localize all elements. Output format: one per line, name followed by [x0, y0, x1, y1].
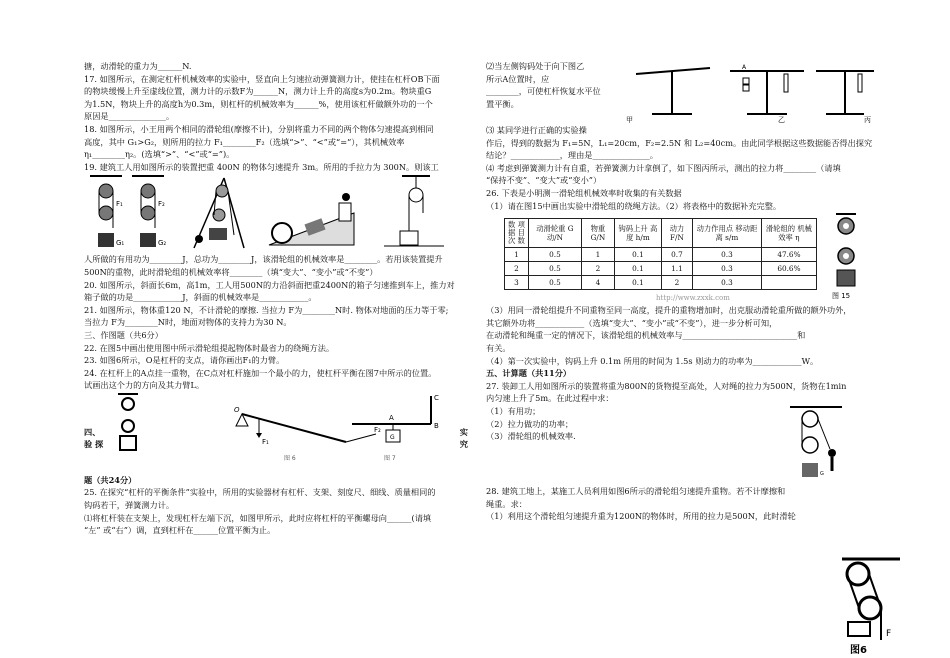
- question-17-line-2: 的物块缓慢上升至虚线位置，测力计的示数F为______N，测力计上升的高度s为0.2m。物块重G: [84, 86, 432, 97]
- question-28-line-3: （1）利用这个滑轮组匀速提升重为1200N的物体时，所用的拉力是500N，此时滑轮: [486, 511, 796, 522]
- right-column: [486, 60, 876, 523]
- question-22: 22. 在图5中画出使用图中所示滑轮组提起物体时最省力的绕绳方法。: [84, 342, 335, 353]
- lever-block: [486, 60, 876, 124]
- section-4-heading-line-3: 题（共24分）: [84, 474, 137, 485]
- question-18-line-1: 18. 如图所示，小王用两个相同的滑轮组(摩擦不计)，分别将重力不同的两个物体匀速提高到相同: [84, 123, 434, 134]
- question-18-line-2: 高度，其中 G₁>G₂，则所用的拉力 F₁________F₂（选填“>”、“<”或“=”），其机械效率: [84, 136, 405, 147]
- table-row: 2 0.5 2 0.1 1.1 0.3 60.6%: [505, 262, 817, 276]
- question-27-line-1: 27. 装卸工人用如图所示的装置将重为800N的货物提至高处，人对绳的拉力为500N，货物在1min: [486, 380, 847, 391]
- question-25-part-3-line-1: ⑶ 某同学进行正确的实验操: [486, 125, 587, 135]
- question-21-line-2: 当拉力 F为________N时，地面对物体的支持力为30 N。: [84, 317, 292, 328]
- question-27-line-2: 内匀速上升了5m。在此过程中求：: [486, 393, 614, 404]
- figure-6-lever: [234, 406, 381, 446]
- question-25-part-3-line-3: 结论？____________，理由是______________。: [486, 150, 658, 161]
- question-25-part-4-line-2: “保持不变”、“变大”或“变小”）: [486, 175, 602, 186]
- label-f2-fig6: F₂: [374, 425, 381, 434]
- question-25-part-3-line-2: 作后，得到的数据为 F₁=5N，L₁=20cm，F₂=2.5N 和 L₂=40cm。由此同学根据这些数据能否得出探究: [486, 137, 873, 148]
- question-25-part-4-line-1: ⑷ 考虑到弹簧测力计有自重，若弹簧测力计拿倒了，如下图丙所示，测出的拉力将________（请填: [486, 162, 841, 173]
- header-pulley-weight: 动滑轮重 G动/N: [528, 219, 581, 248]
- ramp-figure: [269, 193, 354, 245]
- label-b: B: [434, 421, 439, 430]
- question-27-part-1: （1）有用功；: [486, 405, 541, 416]
- label-f1-fig6: F₁: [262, 437, 269, 446]
- left-column: [84, 60, 476, 537]
- section-4-heading: 四、 验 探: [84, 426, 104, 449]
- question-24-line-1: 24. 在杠杆上的A点挂一重物，在C点对杠杆施加一个最小的力，使杠杆平衡在图7中所示的位置。: [84, 367, 437, 378]
- q18-q21-figures: [84, 173, 476, 253]
- question-21-line-1: 21. 如图所示，物体重120 N，不计滑轮的摩擦. 当拉力 F为________N时. 物体对地面的压力等于零;: [84, 304, 449, 315]
- question-19-line-2: 人所做的有用功为________J，总功为________J，该滑轮组的机械效率是________。若用该装置提升: [84, 254, 443, 265]
- question-19-line-1: 19. 建筑工人用如图所示的装置把重 400N 的物体匀速提升 3m。所用的手拉力为 300N。则该工: [84, 161, 439, 172]
- question-17-line-3: 为1.5N，物块上升的高度h为0.3m，则杠杆的机械效率为______%，使用该杠杆做额外功的一个: [84, 98, 433, 109]
- label-f1: F₁: [116, 200, 123, 209]
- question-28-line-2: 绳重。求：: [486, 498, 527, 509]
- figure-6-pulleys: [836, 556, 906, 656]
- header-object-weight: 物重 G/N: [581, 219, 614, 248]
- label-g-worker: G: [820, 470, 824, 477]
- fig-5-6-7: [84, 392, 476, 462]
- question-26-title: 26. 下表是小明测一滑轮组机械效率时收集的有关数据: [486, 187, 682, 198]
- question-20-line-2: 箱子做的功是____________J，斜面的机械效率是____________。: [84, 292, 317, 303]
- fixed-pulley-figure: [384, 176, 444, 246]
- label-c: C: [434, 393, 439, 402]
- header-efficiency: 滑轮组的 机械效率 η: [761, 219, 816, 248]
- question-25-part-2-line-1: ⑵当左侧钩码处于向下图乙: [486, 61, 585, 71]
- question-25-line-1: 25. 在探究“杠杆的平衡条件”实验中，所用的实验器材有杠杆、支架、刻度尺、细线、质量相同的: [84, 487, 436, 498]
- label-g-fig7: G: [390, 433, 395, 441]
- figure-6-caption: 图6: [850, 645, 867, 656]
- question-20-line-1: 20. 如图所示，斜面长6m，高1m，工人用500N的力沿斜面把重2400N的箱子匀速推到车上，推力对: [84, 279, 455, 290]
- question-24-line-2: 试画出这个力的方向及其力臂L。: [84, 380, 205, 391]
- fig6-caption: 图 6: [284, 454, 296, 462]
- pulley-set-1: [90, 176, 124, 247]
- question-17-line-4: 原因是______________。: [84, 111, 175, 122]
- section-5-heading: 五、计算题（共11分）: [486, 368, 572, 379]
- question-26-part-4: （4）第一次实验中，钩码上升 0.1m 所用的时间为 1.5s 则动力的功率为____________W。: [486, 355, 819, 366]
- levers-jia-yi-bing: [626, 60, 876, 124]
- header-corner: 数 项 据 目 次 数: [505, 219, 529, 248]
- tripod-crane: [194, 178, 244, 248]
- lever-jia: [626, 68, 710, 124]
- lever-yi: [730, 64, 804, 124]
- pulley-set-2: [132, 176, 166, 247]
- watermark: http://www.zxxk.com: [656, 294, 730, 303]
- label-a: A: [389, 413, 394, 422]
- table-header-row: [505, 219, 817, 248]
- fig7-caption: 图 7: [384, 454, 396, 462]
- worker-pulley-figure: [786, 405, 846, 485]
- question-26-part-1-2: （1）请在图15中画出实验中滑轮组的绕绳方法。（2）将表格中的数据补充完整。: [486, 200, 782, 211]
- label-o: O: [234, 405, 240, 414]
- header-distance: 动力作用点 移动距离 s/m: [692, 219, 761, 248]
- question-27-part-2: （2）拉力做功的功率；: [486, 418, 574, 429]
- question-25-part-2-line-4: 置平衡。: [486, 98, 519, 109]
- question-25-part-2-line-2: 所示A位置时，应: [486, 73, 550, 84]
- table-row: 1 0.5 1 0.1 0.7 0.3 47.6%: [505, 248, 817, 262]
- section-4-row: [84, 392, 476, 474]
- question-26-part-3-line-2: 其它额外功将____________（选填“变大”、“变小”或“不变”），进一步分析可知，: [486, 317, 778, 328]
- line-pulley-weight: 搪，动滑轮的重力为______N.: [84, 61, 192, 71]
- figure-5-pulleys: [118, 394, 138, 450]
- label-f2: F₂: [158, 200, 165, 209]
- question-26-part-3-line-3: 在动滑轮和绳重一定的情况下，该滑轮组的机械效率与____________________________和: [486, 330, 806, 341]
- question-28-line-1: 28. 建筑工地上，某施工人员利用如图6所示的滑轮组匀速提升重物。若不计摩擦和: [486, 485, 786, 496]
- lever-bing: [816, 71, 874, 124]
- section-3-heading: 三、作图题（共6分）: [84, 329, 163, 340]
- table-row: 3 0.5 4 0.1 2 0.3: [505, 276, 817, 290]
- label-bing: 丙: [864, 116, 871, 124]
- label-jia: 甲: [626, 116, 633, 124]
- question-25-line-2: 钩码若干，弹簧测力计。: [84, 500, 175, 511]
- label-g1: G₁: [116, 239, 125, 248]
- header-force: 动力 F/N: [661, 219, 692, 248]
- label-g2: G₂: [158, 239, 167, 248]
- label-a-right: A: [742, 64, 747, 71]
- question-17-line-1: 17. 如图所示，在测定杠杆机械效率的实验中，竖直向上匀速拉动弹簧测力计，使挂在杠杆OB下面: [84, 73, 440, 84]
- section-4-side: 实 究: [459, 426, 468, 449]
- question-25-line-3: ⑴将杠杆装在支架上，发现杠杆左端下沉，如图甲所示，此时应将杠杆的平衡螺母向______(请填: [84, 512, 432, 523]
- question-26-part-3-line-4: 有关。: [486, 342, 511, 353]
- table-block: [486, 212, 876, 304]
- question-23: 23. 如图6所示，O是杠杆的支点，请你画出F₁的力臂。: [84, 355, 285, 366]
- question-19-line-3: 500N的重物，此时滑轮组的机械效率将________（填“变大”、“变小”或“不变”）: [84, 266, 378, 277]
- question-27-parts: [486, 405, 876, 485]
- figure-7-bent-lever: [352, 394, 439, 442]
- question-27-part-3: （3）滑轮组的机械效率.: [486, 431, 576, 442]
- question-18-line-3: η₁________η₂。(选填“>”、“<”或“=”)。: [84, 149, 235, 160]
- figure-15-caption: 图 15: [832, 292, 851, 301]
- question-25-part-2-line-3: ________，可使杠杆恢复水平位: [486, 86, 601, 97]
- header-height: 钩码上升 高度 h/m: [614, 219, 661, 248]
- question-26-part-3-line-1: （3）用同一滑轮组提升不同重物至同一高度，提升的重物增加时，出克服动滑轮重所做的额外功外，: [486, 305, 852, 316]
- label-f-fig6: F: [886, 629, 892, 639]
- question-25-line-4: “左” 或“右”）调，直到杠杆在______位置平衡为止。: [84, 525, 276, 536]
- figure-15-pulleys: [826, 212, 866, 304]
- label-yi: 乙: [778, 116, 785, 124]
- efficiency-table: [504, 218, 817, 290]
